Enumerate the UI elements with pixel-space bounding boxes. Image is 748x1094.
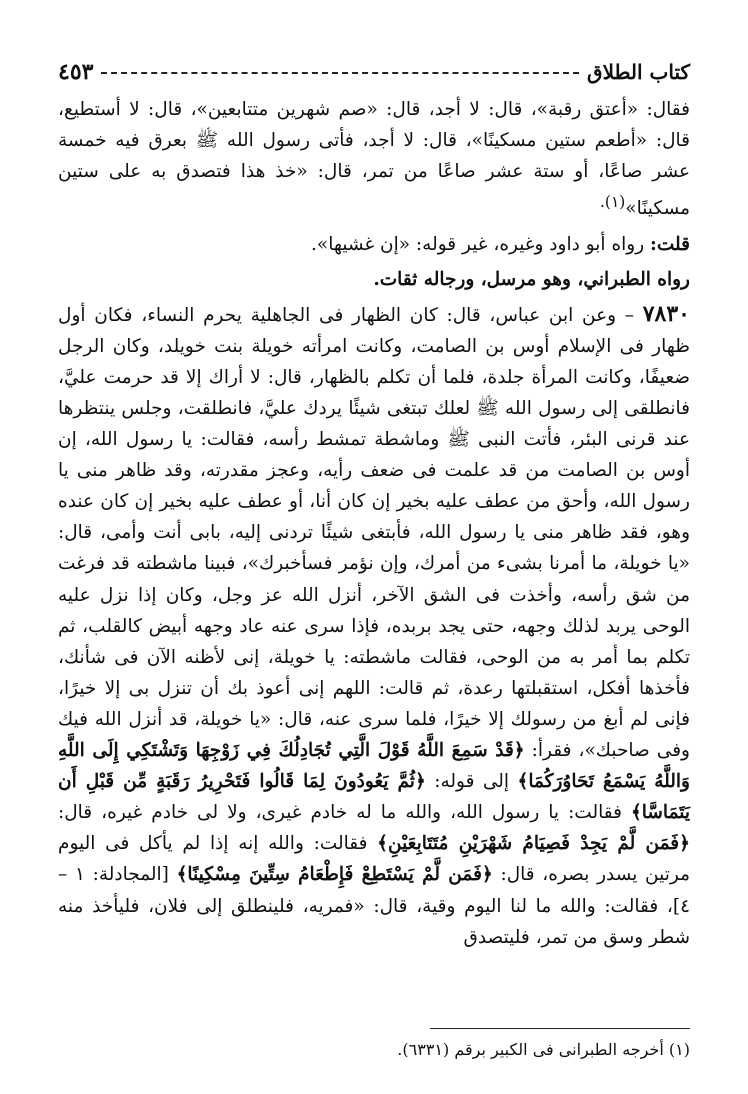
footnote: (١) أخرجه الطبرانى فى الكبير برقم (٦٣٣١). bbox=[397, 1040, 690, 1059]
hadith-text-3: فقالت: يا رسول الله، والله ما له خادم غيرى، ولا لى خادم غيره، قال: bbox=[58, 802, 631, 824]
hadith-text-4: فقالت: والله إنه إذا لم يأكل فى اليوم مرتين يسدر بصره، قال: bbox=[58, 833, 690, 886]
footnote-divider bbox=[430, 1028, 690, 1029]
paragraph-text: رواه أبو داود وغيره، غير قوله: «إن غشيها». bbox=[311, 233, 651, 255]
document-page bbox=[58, 52, 690, 1062]
paragraph-1 bbox=[58, 94, 690, 225]
footnote-reference: (١). bbox=[600, 193, 626, 212]
quran-verse-2: ﴿ثُمَّ يَعُودُونَ لِمَا قَالُوا فَتَحْرِيرُ رَقَبَةٍ مِّن قَبْلِ أَن يَتَمَاسَّا﴾ bbox=[58, 771, 690, 824]
chapter-title: كتاب الطلاق bbox=[587, 60, 690, 84]
page-number: ٤٥٣ bbox=[58, 59, 94, 85]
qultu-heading: قلت: bbox=[650, 233, 690, 255]
quran-verse-3: ﴿فَمَن لَّمْ يَجِدْ فَصِيَامُ شَهْرَيْنِ مُتَتَابِعَيْنِ﴾ bbox=[377, 833, 690, 855]
paragraph-text: فقال: «أعتق رقبة»، قال: لا أجد، قال: «صم شهرين متتابعين»، قال: لا أستطيع، قال: «أطعم ستين مسكينًا»، قال: لا أجد، فأتى رسول الله ﷺ بعرق فيه خمسة عشر صاعًا، أو ستة عشر صاعًا من تمر، قال: «خذ هذا فتصدق به على ستين مسكينًا» bbox=[58, 99, 690, 220]
hadith-7830 bbox=[58, 299, 690, 953]
paragraph-2 bbox=[58, 229, 690, 260]
hadith-text-5: [المجادلة: ١ – ٤]، فقالت: والله ما لنا اليوم وقية، قال: «فمريه، فلينطلق إلى فلان، فليأخذ منه شطر وسق من تمر، فليتصدق bbox=[58, 864, 690, 948]
quran-verse-1: ﴿قَدْ سَمِعَ اللَّهُ قَوْلَ الَّتِي تُجَادِلُكَ فِي زَوْجِهَا وَتَشْتَكِي إِلَى اللَّهِ وَاللَّهُ يَسْمَعُ تَحَاوُرَكُمَا﴾ bbox=[58, 740, 690, 793]
hadith-text: – وعن ابن عباس، قال: كان الظهار فى الجاهلية يحرم النساء، فكان أول ظهار فى الإسلام أوس بن الصامت، وكانت امرأته خويلة بنت خويلد، وكان الرجل ضعيفًا، وكانت المرأة جلدة، فلما أن تكلم بالظهار، قال: لا أراك إلا قد حرمت عليَّ، فانطلقى إلى رسول الله ﷺ لعلك تبتغى شيئًا يردك عليَّ، فانطلقت، وجلس ينتظرها عند قرنى البئر، فأتت النبى ﷺ وماشطة تمشط رأسه، فقالت: يا رسول الله، إن أوس بن الصامت من قد علمت فى ضعف رأيه، وعجز مقدرته، وقد ظاهر منى يا رسول الله، وأحق من عطف عليه بخير إن كان أنا، أو عطف عليه بخير إن كان عنده وهو، فقد ظاهر منى يا رسول الله، فأبتغى شيئًا تردنى إليه، بابى أنت وأمى، قال: «يا خويلة، ما أمرنا بشىء من أمرك، وإن نؤمر فسأخبرك»، فبينا ماشطته قد فرغت من شق رأسه، وأخذت فى الشق الآخر، أنزل الله عز وجل، وكان إذا نزل عليه الوحى يربد لذلك وجهه، حتى يجد بربده، فإذا سرى عنه عاد وجهه أبيض كالقلب، ثم تكلم بما أمر به من الوحى، فقالت ماشطته: يا خويلة، إنى لأظنه الآن فى شأنك، فأخذها أفكل، استقبلتها رعدة، ثم قالت: اللهم إنى أعوذ بك أن تنزل بى إلا خيرًا، فإنى لم أبغ من رسولك إلا خيرًا، فلما سرى عنه، قال: «يا خويلة، قد أنزل الله فيك وفى صاحبك»، فقرأ: bbox=[58, 304, 690, 762]
running-header bbox=[58, 52, 690, 92]
quran-verse-4: ﴿فَمَن لَّمْ يَسْتَطِعْ فَإِطْعَامُ سِتِّينَ مِسْكِينًا﴾ bbox=[176, 864, 493, 886]
page-body bbox=[58, 94, 690, 953]
paragraph-3 bbox=[58, 264, 690, 295]
header-dashed-rule bbox=[101, 71, 579, 74]
hadith-number: ٧٨٣٠ bbox=[642, 300, 690, 327]
hadith-text-2: إلى قوله: bbox=[425, 771, 518, 793]
paragraph-text: رواه الطبراني، وهو مرسل، ورجاله ثقات. bbox=[373, 268, 690, 290]
